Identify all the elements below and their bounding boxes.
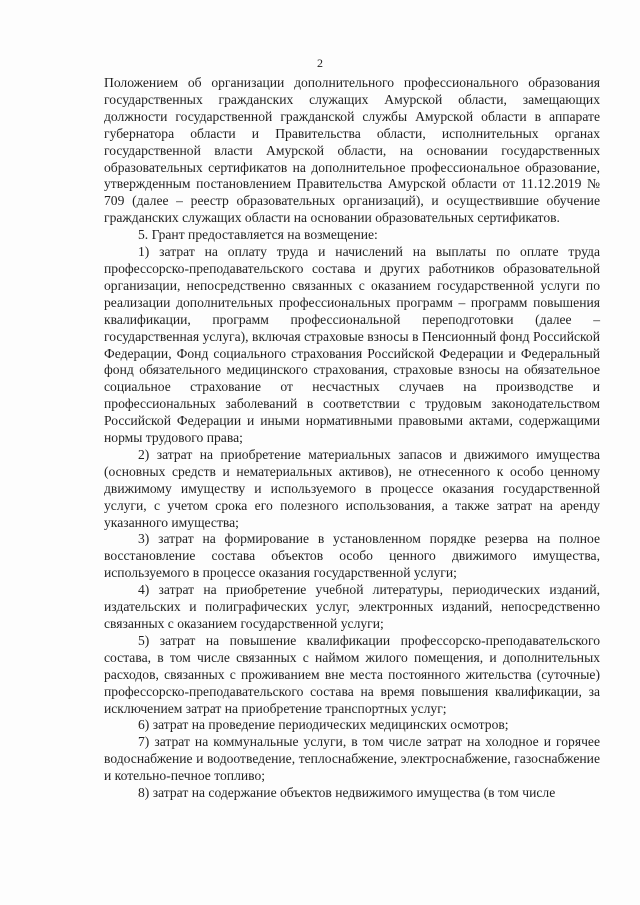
- paragraph-subitem-4: 4) затрат на приобретение учебной литературы, периодических изданий, издательских и полиграфических услуг, электронных изданий, непосредственно связанных с оказанием государственной услуги;: [104, 582, 600, 631]
- paragraph-subitem-5: 5) затрат на повышение квалификации профессорско-преподавательского состава, в том числе связанных с наймом жилого помещения, и дополнительных расходов, связанных с проживанием вне места постоянного жительства (суточные) профессорско-преподавательского состава на время повышения квалификации, за исключением затрат на приобретение транспортных услуг;: [104, 632, 600, 716]
- paragraph-subitem-2: 2) затрат на приобретение материальных запасов и движимого имущества (основных средств и нематериальных активов), не отнесенного к особо ценному движимому имуществу и используемого в процессе оказания государственной услуги, с учетом срока его полезного использования, а также затрат на аренду указанного имущества;: [104, 446, 600, 530]
- paragraph-subitem-3: 3) затрат на формирование в установленном порядке резерва на полное восстановление состава объектов особо ценного движимого имущества, используемого в процессе оказания государственной услуги;: [104, 531, 600, 581]
- paragraph-subitem-7: 7) затрат на коммунальные услуги, в том числе затрат на холодное и горячее водоснабжение и водоотведение, теплоснабжение, электроснабжение, газоснабжение и котельно-печное топливо;: [104, 734, 600, 784]
- document-body: [104, 75, 600, 802]
- page-number: 2: [317, 56, 323, 70]
- paragraph-continuation: Положением об организации дополнительного профессионального образования государственных гражданских служащих Амурской области, замещающих должности государственной гражданской службы Амурской области в аппарате губернатора области и Правительства области, исполнительных органах государственной власти Амурской области, на основании государственных образовательных сертификатов на дополнительное профессиональное образование, утвержденным постановлением Правительства Амурской области от 11.12.2019 № 709 (далее – реестр образовательных организаций), и осуществившие обучение гражданских служащих области на основании образовательных сертификатов.: [104, 75, 600, 226]
- paragraph-subitem-8: 8) затрат на содержание объектов недвижимого имущества (в том числе: [138, 785, 556, 801]
- paragraph-subitem-1: 1) затрат на оплату труда и начислений на выплаты по оплате труда профессорско-преподавательского состава и других работников образовательной организации, непосредственно связанных с оказанием государственной услуги по реализации дополнительных профессиональных программ – программ повышения квалификации, программ профессиональной переподготовки (далее – государственная услуга), включая страховые взносы в Пенсионный фонд Российской Федерации, Фонд социального страхования Российской Федерации и Федеральный фонд обязательного медицинского страхования, страховые взносы на обязательное социальное страхование от несчастных случаев на производстве и профессиональных заболеваний в соответствии с трудовым законодательством Российской Федерации и иными нормативными правовыми актами, содержащими нормы трудового права;: [104, 244, 600, 446]
- paragraph-subitem-6: 6) затрат на проведение периодических медицинских осмотров;: [138, 717, 509, 733]
- paragraph-item-5: 5. Грант предоставляется на возмещение:: [138, 227, 378, 243]
